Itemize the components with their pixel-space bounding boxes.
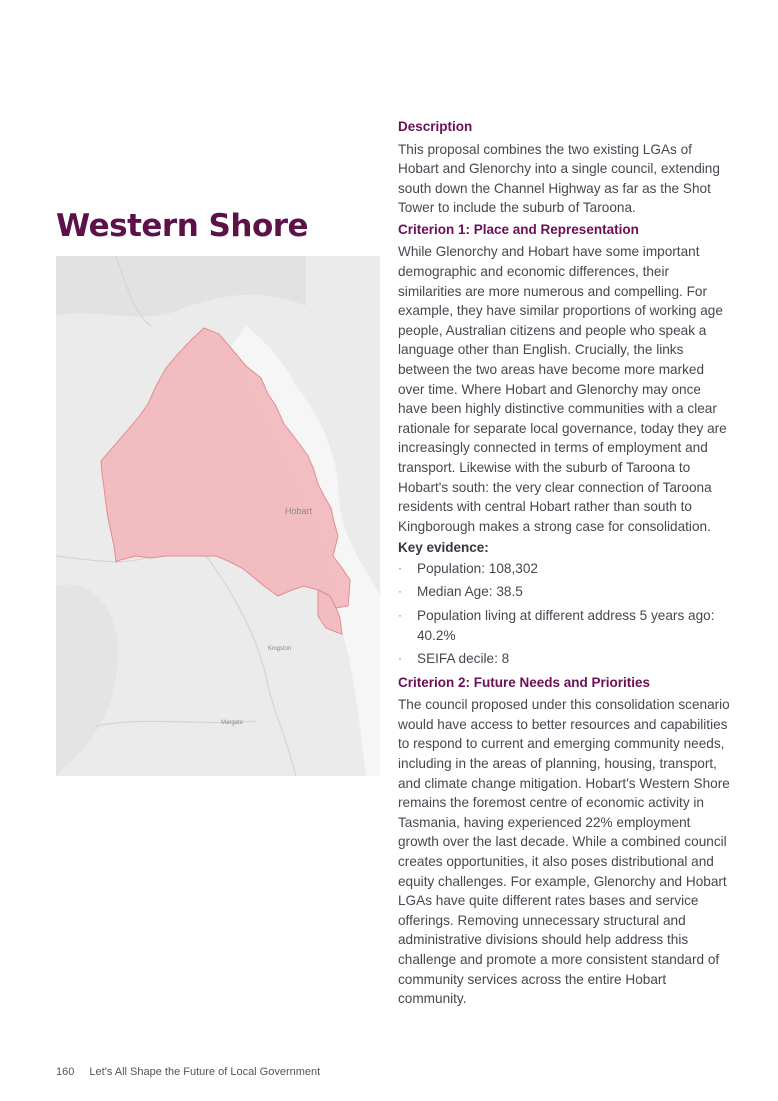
list-item [398,559,733,579]
criterion2-heading: Criterion 2: Future Needs and Priorities [398,674,651,690]
description-text: This proposal combines the two existing LGAs of Hobart and Glenorchy into a single council, extending south down the Channel Highway as far as the Shot Tower to include the suburb of Taroona. [398,141,720,216]
evidence-text: Population: 108,302 [417,560,538,576]
map-graphic [56,256,380,776]
publication-title: Let's All Shape the Future of Local Government [89,1066,321,1078]
key-evidence-list [398,559,733,669]
evidence-text: Median Age: 38.5 [417,584,523,600]
key-evidence-heading: Key evidence: [398,540,489,556]
bullet-icon: · [398,584,402,599]
page-footer [56,1066,320,1078]
criterion1-text: While Glenorchy and Hobart have some important demographic and economic differences, their similarities are more numerous and compelling. For example, they have similar proportions of working age people, Australian citizens and people who speak a language other than English. Crucially, the links between the two areas have become more marked over time. Where Hobart and Glenorchy may once have been highly distinctive communities with a clear rationale for separate local governance, today they are increasingly connected in terms of employment and transport. Likewise with the suburb of Taroona to Hobart's south: the very clear connection of Taroona residents with central Hobart rather than south to Kingborough makes a strong case for consolidation. [398,244,727,534]
list-item [398,606,733,645]
map-label-margate: Margate [221,720,244,726]
evidence-text: SEIFA decile: 8 [417,651,510,667]
bullet-icon: · [398,560,402,575]
content-column [398,117,733,1011]
list-item [398,582,733,602]
bullet-icon: · [398,651,402,666]
description-heading: Description [398,119,473,134]
criterion1-heading: Criterion 1: Place and Representation [398,221,639,237]
page-number: 160 [56,1066,75,1078]
evidence-text: Population living at different address 5 years ago: 40.2% [417,607,715,643]
criterion2-text: The council proposed under this consolidation scenario would have access to better resources and capabilities to respond to current and emerging community needs, including in the areas of planning, housing, transport, and climate change mitigation. Hobart's Western Shore remains the foremost centre of economic activity in Tasmania, having experienced 22% employment growth over the last decade. While a combined council creates opportunities, it also poses distributional and equity challenges. For example, Glenorchy and Hobart LGAs have quite different rates bases and service offerings. Removing unnecessary structural and administrative divisions should help address this challenge and promote a more consistent standard of community services across the entire Hobart community. [398,697,730,1007]
region-map [56,256,380,776]
map-label-hobart: Hobart [285,506,313,516]
bullet-icon: · [398,607,402,622]
list-item [398,649,733,669]
page-title: Western Shore [56,208,309,244]
map-label-kingston: Kingston [268,646,292,652]
